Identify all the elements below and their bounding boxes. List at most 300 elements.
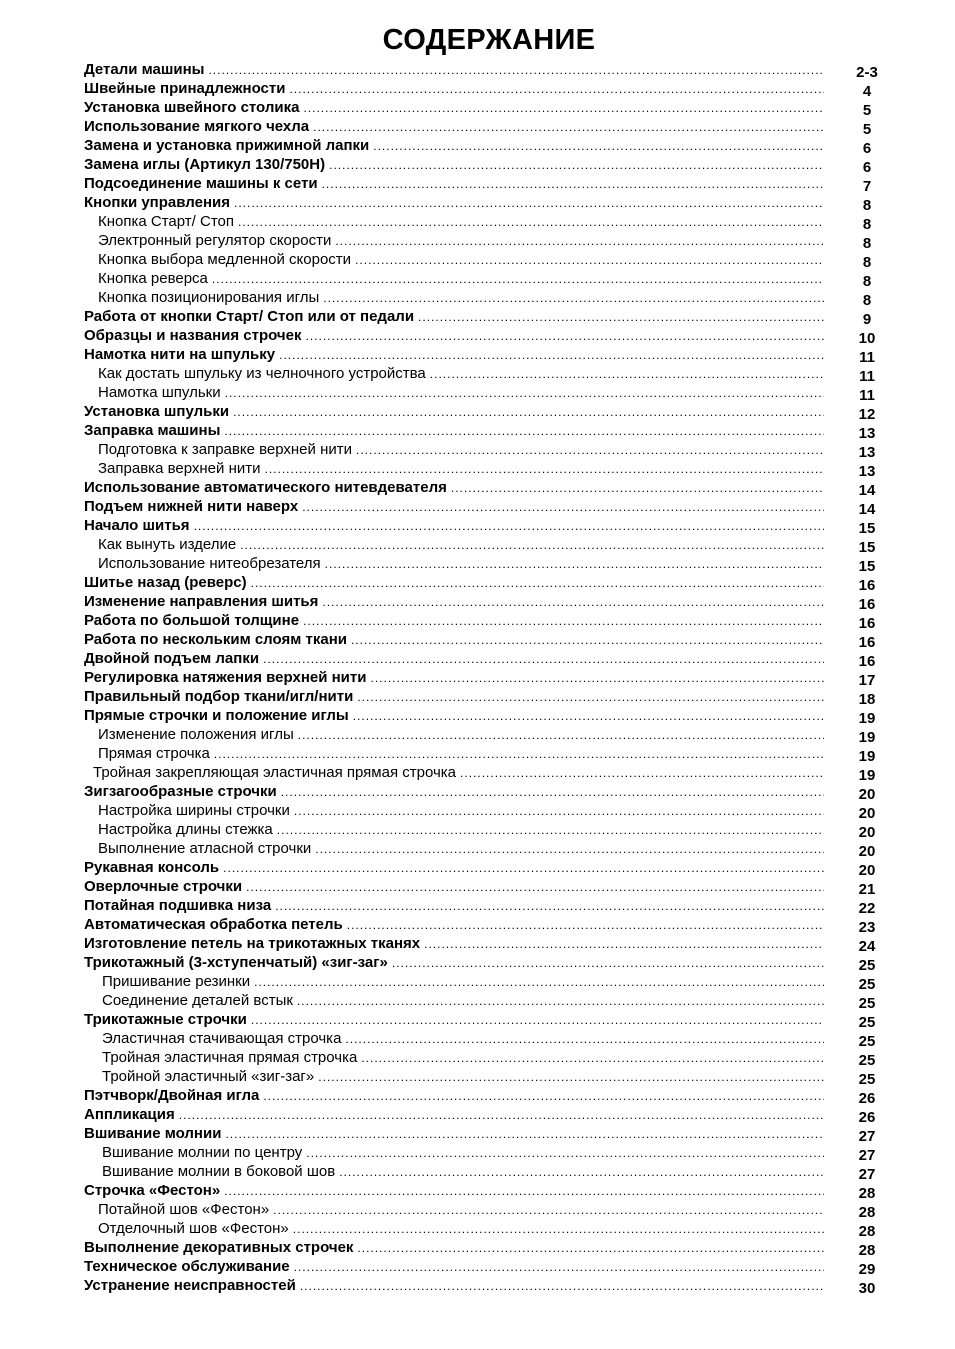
toc-page-number: 16: [858, 615, 876, 632]
toc-page-number: 19: [858, 729, 876, 746]
dot-leader: [234, 196, 824, 210]
toc-entry-line: [84, 346, 824, 365]
toc-page-number: 26: [858, 1109, 876, 1126]
toc-entry-line: [102, 1144, 824, 1163]
toc-entry: [84, 308, 884, 327]
toc-entry: [84, 536, 884, 555]
dot-leader: [225, 386, 824, 400]
toc-entry-label: Настройка длины стежка: [98, 821, 273, 838]
dot-leader: [313, 120, 824, 134]
toc-page-number: 8: [862, 216, 872, 233]
toc-page-number: 28: [858, 1242, 876, 1259]
toc-entry-label: Детали машины: [84, 61, 205, 78]
toc-entry: [84, 878, 884, 897]
toc-entry-line: [84, 118, 824, 137]
toc-entry-label: Трикотажный (3-хступенчатый) «зиг-заг»: [84, 954, 388, 971]
toc-entry: [84, 61, 884, 80]
toc-entry-line: [98, 270, 824, 289]
toc-entry: [84, 213, 884, 232]
dot-leader: [289, 82, 824, 96]
toc-entry: [84, 1239, 884, 1258]
toc-entry-label: Кнопка выбора медленной скорости: [98, 251, 352, 268]
toc-page-number: 16: [858, 634, 876, 651]
toc-entry: [84, 1030, 884, 1049]
toc-entry-label: Образцы и названия строчек: [84, 327, 302, 344]
toc-entry-line: [98, 745, 824, 764]
dot-leader: [325, 557, 824, 571]
toc-page-number: 25: [858, 995, 876, 1012]
dot-leader: [297, 994, 824, 1008]
toc-page-number: 25: [858, 976, 876, 993]
toc-entry-label: Техническое обслуживание: [84, 1258, 290, 1275]
toc-entry-label: Кнопка реверса: [98, 270, 208, 287]
toc-entry: [84, 1258, 884, 1277]
toc-entry-line: [84, 1011, 824, 1030]
toc-page-number: 19: [858, 748, 876, 765]
toc-entry: [84, 1277, 884, 1296]
toc-entry: [84, 840, 884, 859]
toc-entry: [84, 365, 884, 384]
toc-page-number: 21: [858, 881, 876, 898]
toc-entry-line: [84, 156, 824, 175]
toc-entry-label: Как вынуть изделие: [98, 536, 237, 553]
dot-leader: [357, 690, 824, 704]
toc-entry: [84, 327, 884, 346]
toc-entry: [84, 498, 884, 517]
toc-entry: [84, 1163, 884, 1182]
dot-leader: [323, 291, 824, 305]
toc-entry-label: Работа по большой толщине: [84, 612, 300, 629]
dot-leader: [451, 481, 824, 495]
toc-page-number: 20: [858, 862, 876, 879]
toc-entry: [84, 384, 884, 403]
toc-entry-line: [84, 80, 824, 99]
toc-entry: [84, 574, 884, 593]
dot-leader: [351, 633, 824, 647]
toc-entry-line: [84, 517, 824, 536]
toc-entry-line: [84, 897, 824, 916]
dot-leader: [263, 1089, 824, 1103]
toc-entry-label: Использование мягкого чехла: [84, 118, 310, 135]
toc-entry: [84, 1049, 884, 1068]
dot-leader: [212, 272, 824, 286]
toc-entry: [84, 118, 884, 137]
toc-entry: [84, 650, 884, 669]
toc-entry: [84, 764, 884, 783]
toc-entry-line: [84, 688, 824, 707]
toc-entry-label: Оверлочные строчки: [84, 878, 243, 895]
toc-entry: [84, 555, 884, 574]
dot-leader: [225, 1127, 824, 1141]
toc-entry-line: [98, 536, 824, 555]
dot-leader: [430, 367, 824, 381]
toc-entry-line: [102, 1068, 824, 1087]
toc-entry: [84, 422, 884, 441]
dot-leader: [277, 823, 824, 837]
toc-page-number: 20: [858, 786, 876, 803]
dot-leader: [294, 1260, 824, 1274]
dot-leader: [345, 1032, 824, 1046]
dot-leader: [355, 253, 824, 267]
toc-entry-line: [84, 574, 824, 593]
toc-entry: [84, 859, 884, 878]
toc-entry-label: Пришивание резинки: [102, 973, 251, 990]
dot-leader: [300, 1279, 824, 1293]
toc-page-number: 16: [858, 653, 876, 670]
dot-leader: [347, 918, 824, 932]
toc-entry-label: Аппликация: [84, 1106, 175, 1123]
toc-page-number: 16: [858, 577, 876, 594]
toc-entry-line: [98, 384, 824, 403]
toc-entry: [84, 1068, 884, 1087]
toc-entry-line: [102, 1163, 824, 1182]
toc-entry: [84, 251, 884, 270]
toc-page-number: 20: [858, 805, 876, 822]
toc-entry-line: [98, 840, 824, 859]
toc-entry-line: [84, 194, 824, 213]
toc-entry-line: [84, 1087, 824, 1106]
toc-entry-line: [84, 612, 824, 631]
toc-entry-line: [98, 365, 824, 384]
toc-entry-label: Начало шитья: [84, 517, 190, 534]
toc-entry: [84, 1201, 884, 1220]
toc-entry-label: Трикотажные строчки: [84, 1011, 247, 1028]
toc-entry: [84, 175, 884, 194]
toc-entry-label: Вшивание молнии: [84, 1125, 222, 1142]
toc-page-number: 27: [858, 1147, 876, 1164]
dot-leader: [322, 177, 824, 191]
toc-page-number: 6: [862, 159, 872, 176]
dot-leader: [254, 975, 824, 989]
toc-entry-line: [84, 422, 824, 441]
toc-entry: [84, 346, 884, 365]
toc-entry-label: Работа по нескольким слоям ткани: [84, 631, 347, 648]
toc-entry-label: Изготовление петель на трикотажных тканях: [84, 935, 421, 952]
toc-entry: [84, 156, 884, 175]
toc-entry-line: [98, 726, 824, 745]
dot-leader: [223, 861, 824, 875]
toc-entry-label: Установка шпульки: [84, 403, 230, 420]
toc-page-number: 8: [862, 254, 872, 271]
toc-page-number: 27: [858, 1128, 876, 1145]
toc-entry-label: Заправка верхней нити: [98, 460, 261, 477]
toc-entry-label: Регулировка натяжения верхней нити: [84, 669, 367, 686]
page-title: СОДЕРЖАНИЕ: [382, 24, 596, 56]
dot-leader: [315, 842, 824, 856]
toc-entry: [84, 232, 884, 251]
toc-entry-line: [98, 821, 824, 840]
dot-leader: [460, 766, 824, 780]
dot-leader: [392, 956, 824, 970]
toc-entry: [84, 289, 884, 308]
toc-entry-line: [102, 1049, 824, 1068]
toc-entry-label: Прямая строчка: [98, 745, 210, 762]
toc-page-number: 23: [858, 919, 876, 936]
toc-entry: [84, 517, 884, 536]
dot-leader: [208, 63, 824, 77]
dot-leader: [224, 1184, 824, 1198]
toc-entry-line: [102, 1030, 824, 1049]
dot-leader: [279, 348, 824, 362]
toc-page-number: 28: [858, 1185, 876, 1202]
toc-entry-label: Тройной эластичный «зиг-заг»: [102, 1068, 315, 1085]
dot-leader: [294, 804, 824, 818]
dot-leader: [264, 462, 824, 476]
dot-leader: [238, 215, 824, 229]
toc-entry-label: Пэтчворк/Двойная игла: [84, 1087, 260, 1104]
toc-entry-line: [98, 289, 824, 308]
toc-page-number: 5: [862, 121, 872, 138]
dot-leader: [357, 1241, 824, 1255]
toc-entry-line: [102, 973, 824, 992]
toc-page-number: 24: [858, 938, 876, 955]
toc-entry-label: Отделочный шов «Фестон»: [98, 1220, 289, 1237]
dot-leader: [424, 937, 824, 951]
toc-page-number: 19: [858, 767, 876, 784]
toc-page-number: 11: [859, 387, 875, 404]
toc-page-number: 14: [858, 501, 876, 518]
toc-entry-label: Швейные принадлежности: [84, 80, 286, 97]
toc-entry-label: Подъем нижней нити наверх: [84, 498, 299, 515]
toc-entry-label: Соединение деталей встык: [102, 992, 293, 1009]
toc-entry-line: [84, 954, 824, 973]
toc-entry-label: Электронный регулятор скорости: [98, 232, 332, 249]
toc-entry-label: Вшивание молнии по центру: [102, 1144, 303, 1161]
toc-entry-label: Прямые строчки и положение иглы: [84, 707, 349, 724]
dot-leader: [179, 1108, 824, 1122]
dot-leader: [318, 1070, 824, 1084]
toc-page-number: 12: [858, 406, 876, 423]
toc-page-number: 22: [858, 900, 876, 917]
dot-leader: [306, 1146, 824, 1160]
toc-entry: [84, 726, 884, 745]
toc-entry: [84, 137, 884, 156]
toc-entry: [84, 745, 884, 764]
dot-leader: [281, 785, 824, 799]
toc-entry: [84, 270, 884, 289]
toc-entry: [84, 688, 884, 707]
toc-entry-line: [98, 555, 824, 574]
dot-leader: [361, 1051, 824, 1065]
toc-entry-line: [98, 213, 824, 232]
toc-entry-label: Выполнение декоративных строчек: [84, 1239, 354, 1256]
toc-entry-line: [84, 175, 824, 194]
toc-page-number: 25: [858, 1014, 876, 1031]
toc-entry-label: Как достать шпульку из челночного устройства: [98, 365, 426, 382]
toc-entry-line: [84, 498, 824, 517]
toc-entry-label: Замена и установка прижимной лапки: [84, 137, 370, 154]
toc-entry: [84, 916, 884, 935]
dot-leader: [275, 899, 824, 913]
toc-entry: [84, 783, 884, 802]
toc-entry: [84, 669, 884, 688]
toc-entry-label: Использование нитеобрезателя: [98, 555, 321, 572]
toc-entry-line: [84, 669, 824, 688]
toc-entry-line: [84, 1125, 824, 1144]
toc-entry: [84, 1011, 884, 1030]
toc-entry-label: Тройная закрепляющая эластичная прямая строчка: [93, 764, 457, 781]
toc-entry-label: Кнопка Старт/ Стоп: [98, 213, 234, 230]
toc-entry: [84, 612, 884, 631]
toc-entry-label: Шитье назад (реверс): [84, 574, 247, 591]
toc-entry-line: [84, 327, 824, 346]
toc-page-number: 15: [858, 539, 876, 556]
dot-leader: [246, 880, 824, 894]
toc-entry-line: [84, 916, 824, 935]
toc-entry-label: Изменение положения иглы: [98, 726, 294, 743]
toc-page-number: 8: [862, 197, 872, 214]
toc-entry: [84, 954, 884, 973]
toc-entry-label: Подсоединение машины к сети: [84, 175, 318, 192]
toc-entry-line: [84, 137, 824, 156]
dot-leader: [303, 101, 824, 115]
toc-entry-line: [84, 859, 824, 878]
toc-entry: [84, 973, 884, 992]
toc-entry-label: Изменение направления шитья: [84, 593, 319, 610]
toc-page-number: 9: [862, 311, 872, 328]
dot-leader: [251, 576, 824, 590]
toc-entry-label: Намотка шпульки: [98, 384, 221, 401]
toc-entry-line: [84, 1239, 824, 1258]
toc-entry-line: [98, 802, 824, 821]
toc-entry-label: Работа от кнопки Старт/ Стоп или от педали: [84, 308, 415, 325]
toc-entry-line: [98, 441, 824, 460]
toc-page-number: 18: [858, 691, 876, 708]
toc-entry-label: Устранение неисправностей: [84, 1277, 296, 1294]
toc-entry-label: Вшивание молнии в боковой шов: [102, 1163, 336, 1180]
toc-entry-line: [98, 251, 824, 270]
toc-entry-line: [84, 1106, 824, 1125]
toc-page-number: 13: [858, 444, 876, 461]
toc-entry-label: Кнопки управления: [84, 194, 230, 211]
table-of-contents: [84, 61, 884, 1296]
toc-entry-line: [98, 1220, 824, 1239]
toc-entry: [84, 99, 884, 118]
toc-entry-line: [84, 99, 824, 118]
toc-entry-label: Установка швейного столика: [84, 99, 300, 116]
toc-entry-line: [84, 1182, 824, 1201]
toc-entry-label: Выполнение атласной строчки: [98, 840, 312, 857]
toc-entry-label: Строчка «Фестон»: [84, 1182, 221, 1199]
toc-page-number: 6: [862, 140, 872, 157]
toc-entry: [84, 802, 884, 821]
toc-page-number: 25: [858, 957, 876, 974]
dot-leader: [293, 1222, 824, 1236]
toc-entry: [84, 460, 884, 479]
toc-entry-line: [84, 707, 824, 726]
toc-entry: [84, 992, 884, 1011]
toc-entry-label: Заправка машины: [84, 422, 221, 439]
dot-leader: [322, 595, 824, 609]
toc-entry-label: Кнопка позиционирования иглы: [98, 289, 320, 306]
toc-entry: [84, 631, 884, 650]
toc-entry-label: Замена иглы (Артикул 130/750H): [84, 156, 326, 173]
toc-entry-label: Зигзагообразные строчки: [84, 783, 277, 800]
toc-page-number: 20: [858, 843, 876, 860]
dot-leader: [240, 538, 824, 552]
toc-page-number: 25: [858, 1033, 876, 1050]
toc-page-number: 4: [862, 83, 872, 100]
toc-entry-label: Рукавная консоль: [84, 859, 220, 876]
dot-leader: [370, 671, 824, 685]
toc-page-number: 2-3: [856, 64, 878, 81]
toc-page-number: 11: [859, 349, 875, 366]
toc-entry: [84, 80, 884, 99]
toc-entry: [84, 935, 884, 954]
dot-leader: [194, 519, 824, 533]
toc-page-number: 29: [858, 1261, 876, 1278]
toc-entry-label: Подготовка к заправке верхней нити: [98, 441, 352, 458]
toc-page-number: 11: [859, 368, 875, 385]
toc-entry-line: [98, 460, 824, 479]
toc-entry-line: [84, 1277, 824, 1296]
toc-entry-line: [84, 593, 824, 612]
toc-entry: [84, 1144, 884, 1163]
toc-entry-line: [98, 232, 824, 251]
toc-entry-line: [102, 992, 824, 1011]
toc-entry: [84, 441, 884, 460]
toc-page-number: 28: [858, 1204, 876, 1221]
toc-entry: [84, 1087, 884, 1106]
toc-entry-line: [84, 1258, 824, 1277]
toc-entry-label: Автоматическая обработка петель: [84, 916, 343, 933]
toc-entry: [84, 1106, 884, 1125]
toc-entry-label: Намотка нити на шпульку: [84, 346, 276, 363]
toc-page-number: 8: [862, 273, 872, 290]
toc-entry: [84, 897, 884, 916]
toc-entry-line: [93, 764, 824, 783]
toc-entry-line: [84, 631, 824, 650]
dot-leader: [305, 329, 824, 343]
toc-entry: [84, 593, 884, 612]
toc-entry: [84, 1220, 884, 1239]
dot-leader: [356, 443, 824, 457]
dot-leader: [339, 1165, 824, 1179]
toc-page-number: 16: [858, 596, 876, 613]
toc-page-number: 13: [858, 463, 876, 480]
toc-page-number: 19: [858, 710, 876, 727]
dot-leader: [353, 709, 824, 723]
toc-entry-label: Потайной шов «Фестон»: [98, 1201, 270, 1218]
toc-entry-line: [84, 61, 824, 80]
toc-page-number: 30: [858, 1280, 876, 1297]
toc-entry-label: Эластичная стачивающая строчка: [102, 1030, 342, 1047]
toc-entry-label: Двойной подъем лапки: [84, 650, 260, 667]
toc-entry: [84, 479, 884, 498]
dot-leader: [251, 1013, 824, 1027]
toc-page-number: 7: [862, 178, 872, 195]
toc-page-number: 8: [862, 292, 872, 309]
toc-page-number: 20: [858, 824, 876, 841]
toc-entry-line: [84, 650, 824, 669]
toc-page-number: 5: [862, 102, 872, 119]
toc-page-number: 27: [858, 1166, 876, 1183]
toc-page-number: 15: [858, 558, 876, 575]
dot-leader: [233, 405, 824, 419]
toc-entry-line: [84, 783, 824, 802]
dot-leader: [418, 310, 824, 324]
dot-leader: [302, 500, 824, 514]
toc-page-number: 13: [858, 425, 876, 442]
toc-entry-line: [84, 403, 824, 422]
toc-entry: [84, 821, 884, 840]
toc-entry-label: Правильный подбор ткани/игл/нити: [84, 688, 354, 705]
dot-leader: [335, 234, 824, 248]
dot-leader: [224, 424, 824, 438]
toc-page-number: 8: [862, 235, 872, 252]
toc-entry-label: Потайная подшивка низа: [84, 897, 272, 914]
dot-leader: [273, 1203, 824, 1217]
